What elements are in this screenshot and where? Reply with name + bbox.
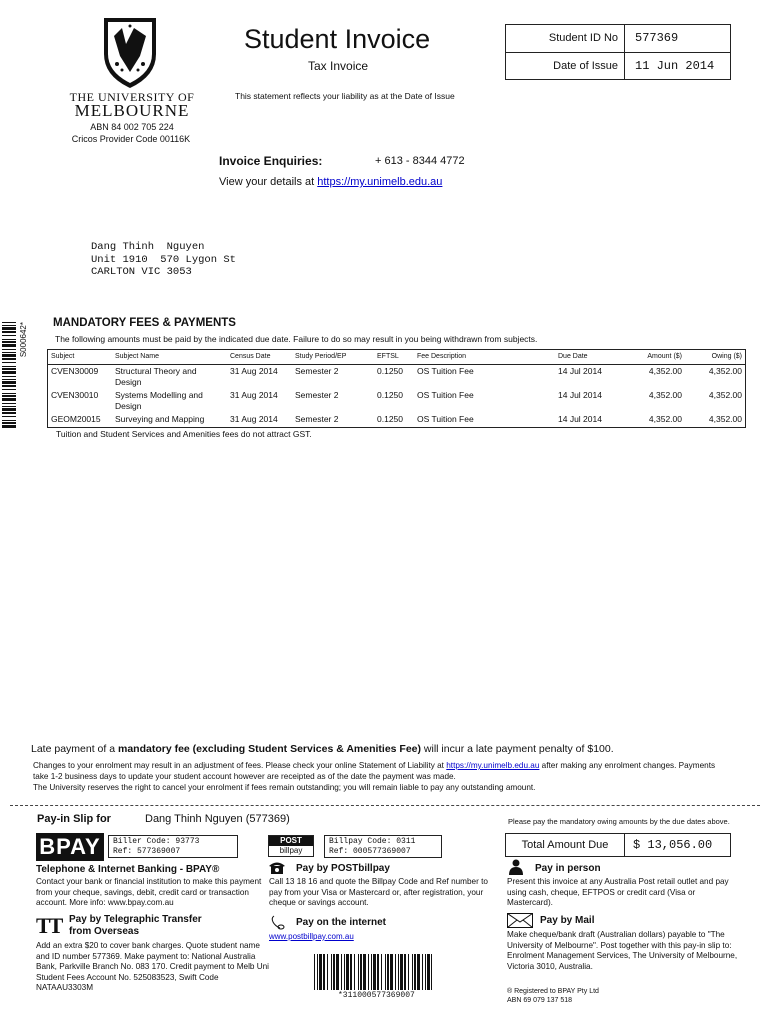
- barcode-bar: [2, 322, 16, 323]
- barcode-bar: [2, 341, 16, 343]
- view-details: [219, 176, 442, 188]
- page-title: Student Invoice: [244, 24, 431, 54]
- total-amount-box: [505, 833, 731, 857]
- col-amount: Amount ($): [621, 350, 685, 364]
- barcode-bar: [2, 362, 16, 363]
- biller-code-box: [108, 835, 238, 858]
- barcode-bar: [358, 954, 359, 990]
- col-census-date: Census Date: [227, 350, 292, 364]
- owing: 4,352.00: [708, 413, 742, 424]
- barcode-bar: [2, 379, 16, 380]
- barcode-bar: [2, 352, 16, 353]
- due-date: 14 Jul 2014: [558, 365, 602, 376]
- col-due-date: Due Date: [555, 350, 621, 364]
- address-line3: CARLTON VIC 3053: [91, 266, 192, 278]
- barcode-bar: [346, 954, 349, 990]
- barcode-bar: [2, 368, 16, 370]
- enrolment-changes-note: [33, 760, 723, 793]
- barcode-bar: [341, 954, 342, 990]
- barcode-bar: [2, 376, 16, 377]
- eftsl: 0.1250: [377, 389, 403, 400]
- barcode-bar: [2, 406, 16, 407]
- barcode-bar: [387, 954, 389, 990]
- tt-heading-1: Pay by Telegraphic Transfer: [69, 914, 202, 925]
- fee-description: OS Tuition Fee: [417, 413, 474, 424]
- barcode-bar: [2, 325, 16, 326]
- post-logo-bottom: billpay: [279, 846, 303, 855]
- subject-code: CVEN30010: [51, 389, 99, 400]
- col-subject: Subject: [48, 350, 112, 364]
- barcode-bar: [350, 954, 352, 990]
- student-id-box: [505, 24, 731, 80]
- table-row: [48, 389, 745, 413]
- barcode-bar: [317, 954, 318, 990]
- page-subtitle: Tax Invoice: [308, 59, 369, 73]
- telegraphic-transfer-icon: TT: [36, 913, 62, 938]
- address-line1: Dang Thinh Nguyen: [91, 241, 205, 253]
- barcode-bar: [425, 954, 426, 990]
- amount: 4,352.00: [648, 389, 682, 400]
- gst-note: Tuition and Student Services and Amenities fees do not attract GST.: [56, 429, 312, 439]
- barcode-bar: [354, 954, 355, 990]
- fees-title: MANDATORY FEES & PAYMENTS: [53, 317, 236, 329]
- due-date: 14 Jul 2014: [558, 389, 602, 400]
- postbillpay-link[interactable]: www.postbillpay.com.au: [269, 932, 354, 941]
- university-line1: THE UNIVERSITY OF: [69, 90, 195, 104]
- barcode-bar: [2, 389, 16, 390]
- student-id-label: Student ID No: [506, 25, 625, 52]
- registered-line-1: ® Registered to BPAY Pty Ltd: [507, 988, 599, 995]
- registered-note: [507, 987, 599, 1005]
- fee-description: OS Tuition Fee: [417, 389, 474, 400]
- barcode-bar: [373, 954, 376, 990]
- barcode-bar: [2, 420, 16, 421]
- study-period: Semester 2: [295, 389, 339, 400]
- billpay-ref: Ref: 000577369007: [329, 847, 411, 856]
- date-of-issue-label: Date of Issue: [506, 53, 625, 79]
- barcode-bar: [2, 344, 16, 347]
- barcode-bar: [400, 954, 403, 990]
- barcode-bar: [431, 954, 432, 990]
- eftsl: 0.1250: [377, 365, 403, 376]
- census-date: 31 Aug 2014: [230, 365, 278, 376]
- subject-name: Systems Modelling and Design: [115, 389, 203, 411]
- student-id-row: [506, 25, 730, 52]
- biller-code: Biller Code: 93773: [113, 837, 200, 846]
- table-row: [48, 413, 745, 427]
- barcode-bar: [333, 954, 335, 990]
- registered-line-2: ABN 69 079 137 518: [507, 997, 572, 1004]
- cricos-text: Cricos Provider Code 00116K: [71, 134, 191, 144]
- telegraphic-transfer-heading: [69, 914, 202, 938]
- barcode-bar: [336, 954, 339, 990]
- barcode-bar: [2, 393, 16, 394]
- billpay-code-box: [324, 835, 442, 858]
- barcode-bar: [2, 354, 16, 357]
- total-amount-label: Total Amount Due: [506, 834, 625, 856]
- barcode-bar: [2, 408, 16, 411]
- barcode-bar: [2, 416, 16, 417]
- barcode-bar: [395, 954, 396, 990]
- barcode-bar: [377, 954, 379, 990]
- payment-barcode-number: *311000577369007: [338, 991, 415, 1000]
- barcode-bar: [385, 954, 386, 990]
- biller-ref: Ref: 577369007: [113, 847, 181, 856]
- study-period: Semester 2: [295, 365, 339, 376]
- census-date: 31 Aug 2014: [230, 413, 278, 424]
- barcode-bar: [331, 954, 332, 990]
- col-owing: Owing ($): [685, 350, 745, 364]
- side-barcode-code: S000642*: [19, 322, 28, 358]
- amount: 4,352.00: [648, 365, 682, 376]
- barcode-bar: [2, 349, 16, 350]
- abn-text: ABN 84 002 705 224: [90, 122, 174, 132]
- telegraphic-transfer-text: Add an extra $20 to cover bank charges. Quote student name and ID number 577369. Make payment to: National Australia Bank, Parkville Branch No. 083 170. Credit payment to Melb Uni Student Fees Account No. 525083523, Swift Code NATAAU3303M: [36, 941, 270, 992]
- barcode-bar: [404, 954, 406, 990]
- university-crest: [100, 14, 160, 90]
- owing: 4,352.00: [708, 365, 742, 376]
- census-date: 31 Aug 2014: [230, 389, 278, 400]
- pay-internet-heading: Pay on the internet: [296, 917, 387, 928]
- late-bold: mandatory fee (excluding Student Services & Amenities Fee): [117, 743, 422, 755]
- barcode-bar: [390, 954, 393, 990]
- fees-table: [47, 349, 746, 428]
- pay-in-person-text: Present this invoice at any Australia Post retail outlet and pay using cash, cheque, EFTPOS or credit card (Visa or Mastercard).: [507, 877, 729, 907]
- barcode-bar: [427, 954, 430, 990]
- telephone-banking-text: Contact your bank or financial institution to make this payment from your cheque, savings, debit, credit card or transaction account. More info: www.bpay.com.au: [36, 877, 262, 907]
- view-details-text: View your details at: [219, 176, 318, 188]
- fee-description: OS Tuition Fee: [417, 365, 474, 376]
- billpay-code: Billpay Code: 0311: [329, 837, 416, 846]
- pay-by-mail-heading: Pay by Mail: [540, 915, 595, 926]
- barcode-bar: [368, 954, 369, 990]
- payment-barcode: [314, 954, 432, 990]
- barcode-bar: [2, 366, 16, 367]
- changes-text-1: Changes to your enrolment may result in an adjustment of fees. Please check your online Statement of Liability at: [33, 761, 447, 770]
- barcode-bar: [408, 954, 409, 990]
- barcode-bar: [2, 422, 16, 424]
- barcode-bar: [2, 385, 16, 387]
- barcode-bar: [2, 339, 16, 340]
- amount: 4,352.00: [648, 413, 682, 424]
- mailing-address: [91, 241, 236, 279]
- barcode-bar: [2, 371, 16, 374]
- pay-in-person-heading: Pay in person: [535, 863, 601, 874]
- pay-by-mail-text: Make cheque/bank draft (Australian dollars) payable to "The University of Melbourne". Post together with this pay-in slip to: Enrolment Management Services, The University of Melbourne, Victoria 3010, Australia.: [507, 930, 738, 971]
- barcode-bar: [323, 954, 325, 990]
- barcode-bar: [319, 954, 322, 990]
- barcode-bar: [2, 381, 16, 384]
- col-subject-name: Subject Name: [112, 350, 227, 364]
- changes-text-2: after making any enrolment changes. Payments take 1-2 business days to update your student account however are receipted as of the date the payment was made.: [33, 761, 716, 781]
- postbillpay-heading: Pay by POSTbillpay: [296, 863, 390, 874]
- barcode-bar: [344, 954, 345, 990]
- statement-link[interactable]: https://my.unimelb.edu.au: [446, 761, 540, 770]
- barcode-bar: [2, 395, 16, 397]
- university-line2: MELBOURNE: [74, 101, 190, 120]
- date-of-issue-row: [506, 52, 730, 79]
- barcode-bar: [398, 954, 399, 990]
- barcode-bar: [360, 954, 362, 990]
- fees-note: The following amounts must be paid by the indicated due date. Failure to do so may result in you being withdrawn from subjects.: [55, 334, 538, 344]
- tt-heading-2: from Overseas: [69, 926, 140, 937]
- late-suffix: will incur a late payment penalty of $100.: [421, 743, 614, 755]
- barcode-bar: [2, 412, 16, 414]
- bpay-logo: BPAY: [36, 833, 104, 861]
- late-prefix: Late payment of a: [31, 743, 118, 755]
- subject-name: Structural Theory and Design: [115, 365, 197, 387]
- postbillpay-logo: [268, 835, 314, 857]
- unimelb-link[interactable]: https://my.unimelb.edu.au: [317, 176, 443, 188]
- barcode-bar: [417, 954, 420, 990]
- barcode-bar: [2, 327, 16, 330]
- pay-in-slip-name: Dang Thinh Nguyen (577369): [145, 813, 290, 825]
- cut-line-divider: [10, 805, 760, 806]
- col-study-period: Study Period/EP: [292, 350, 374, 364]
- post-logo-top: POST: [269, 836, 313, 846]
- invoice-enquiries-phone: + 613 - 8344 4772: [375, 155, 465, 167]
- col-fee-description: Fee Description: [414, 350, 555, 364]
- late-payment-notice: [31, 743, 614, 755]
- pay-in-slip-label: Pay-in Slip for: [37, 813, 111, 825]
- subject-code: CVEN30009: [51, 365, 99, 376]
- barcode-bar: [2, 398, 16, 401]
- barcode-bar: [363, 954, 366, 990]
- side-barcode: [2, 322, 16, 430]
- liability-note: This statement reflects your liability as at the Date of Issue: [235, 91, 455, 101]
- telephone-banking-heading: Telephone & Internet Banking - BPAY®: [36, 864, 220, 875]
- table-row: [48, 364, 745, 389]
- subject-name: Surveying and Mapping: [115, 413, 205, 424]
- invoice-enquiries-label: Invoice Enquiries:: [219, 154, 323, 168]
- barcode-bar: [371, 954, 372, 990]
- please-pay-note: Please pay the mandatory owing amounts by the due dates above.: [508, 817, 730, 826]
- barcode-bar: [2, 331, 16, 333]
- due-date: 14 Jul 2014: [558, 413, 602, 424]
- barcode-bar: [381, 954, 382, 990]
- barcode-bar: [2, 358, 16, 360]
- barcode-bar: [412, 954, 413, 990]
- postbillpay-text: Call 13 18 16 and quote the Billpay Code and Ref number to pay from your Visa or Mastercard or, after registration, your cheque or savings account.: [269, 877, 488, 907]
- address-line2: Unit 1910 570 Lygon St: [91, 253, 236, 266]
- barcode-bar: [2, 425, 16, 428]
- owing: 4,352.00: [708, 389, 742, 400]
- col-eftsl: EFTSL: [374, 350, 414, 364]
- student-id-value: 577369: [635, 31, 679, 45]
- barcode-bar: [422, 954, 423, 990]
- barcode-bar: [327, 954, 328, 990]
- total-amount-value: $ 13,056.00: [633, 838, 713, 852]
- study-period: Semester 2: [295, 413, 339, 424]
- barcode-bar: [414, 954, 416, 990]
- barcode-bar: [314, 954, 315, 990]
- barcode-bar: [2, 335, 16, 336]
- eftsl: 0.1250: [377, 413, 403, 424]
- changes-text-3: The University reserves the right to cancel your enrolment if fees remain outstanding; you will remain liable to pay any outstanding amount.: [33, 783, 536, 792]
- date-of-issue-value: 11 Jun 2014: [635, 59, 715, 73]
- subject-code: GEOM20015: [51, 413, 101, 424]
- university-name: [62, 90, 202, 118]
- fees-header-row: [48, 350, 745, 364]
- barcode-bar: [2, 403, 16, 404]
